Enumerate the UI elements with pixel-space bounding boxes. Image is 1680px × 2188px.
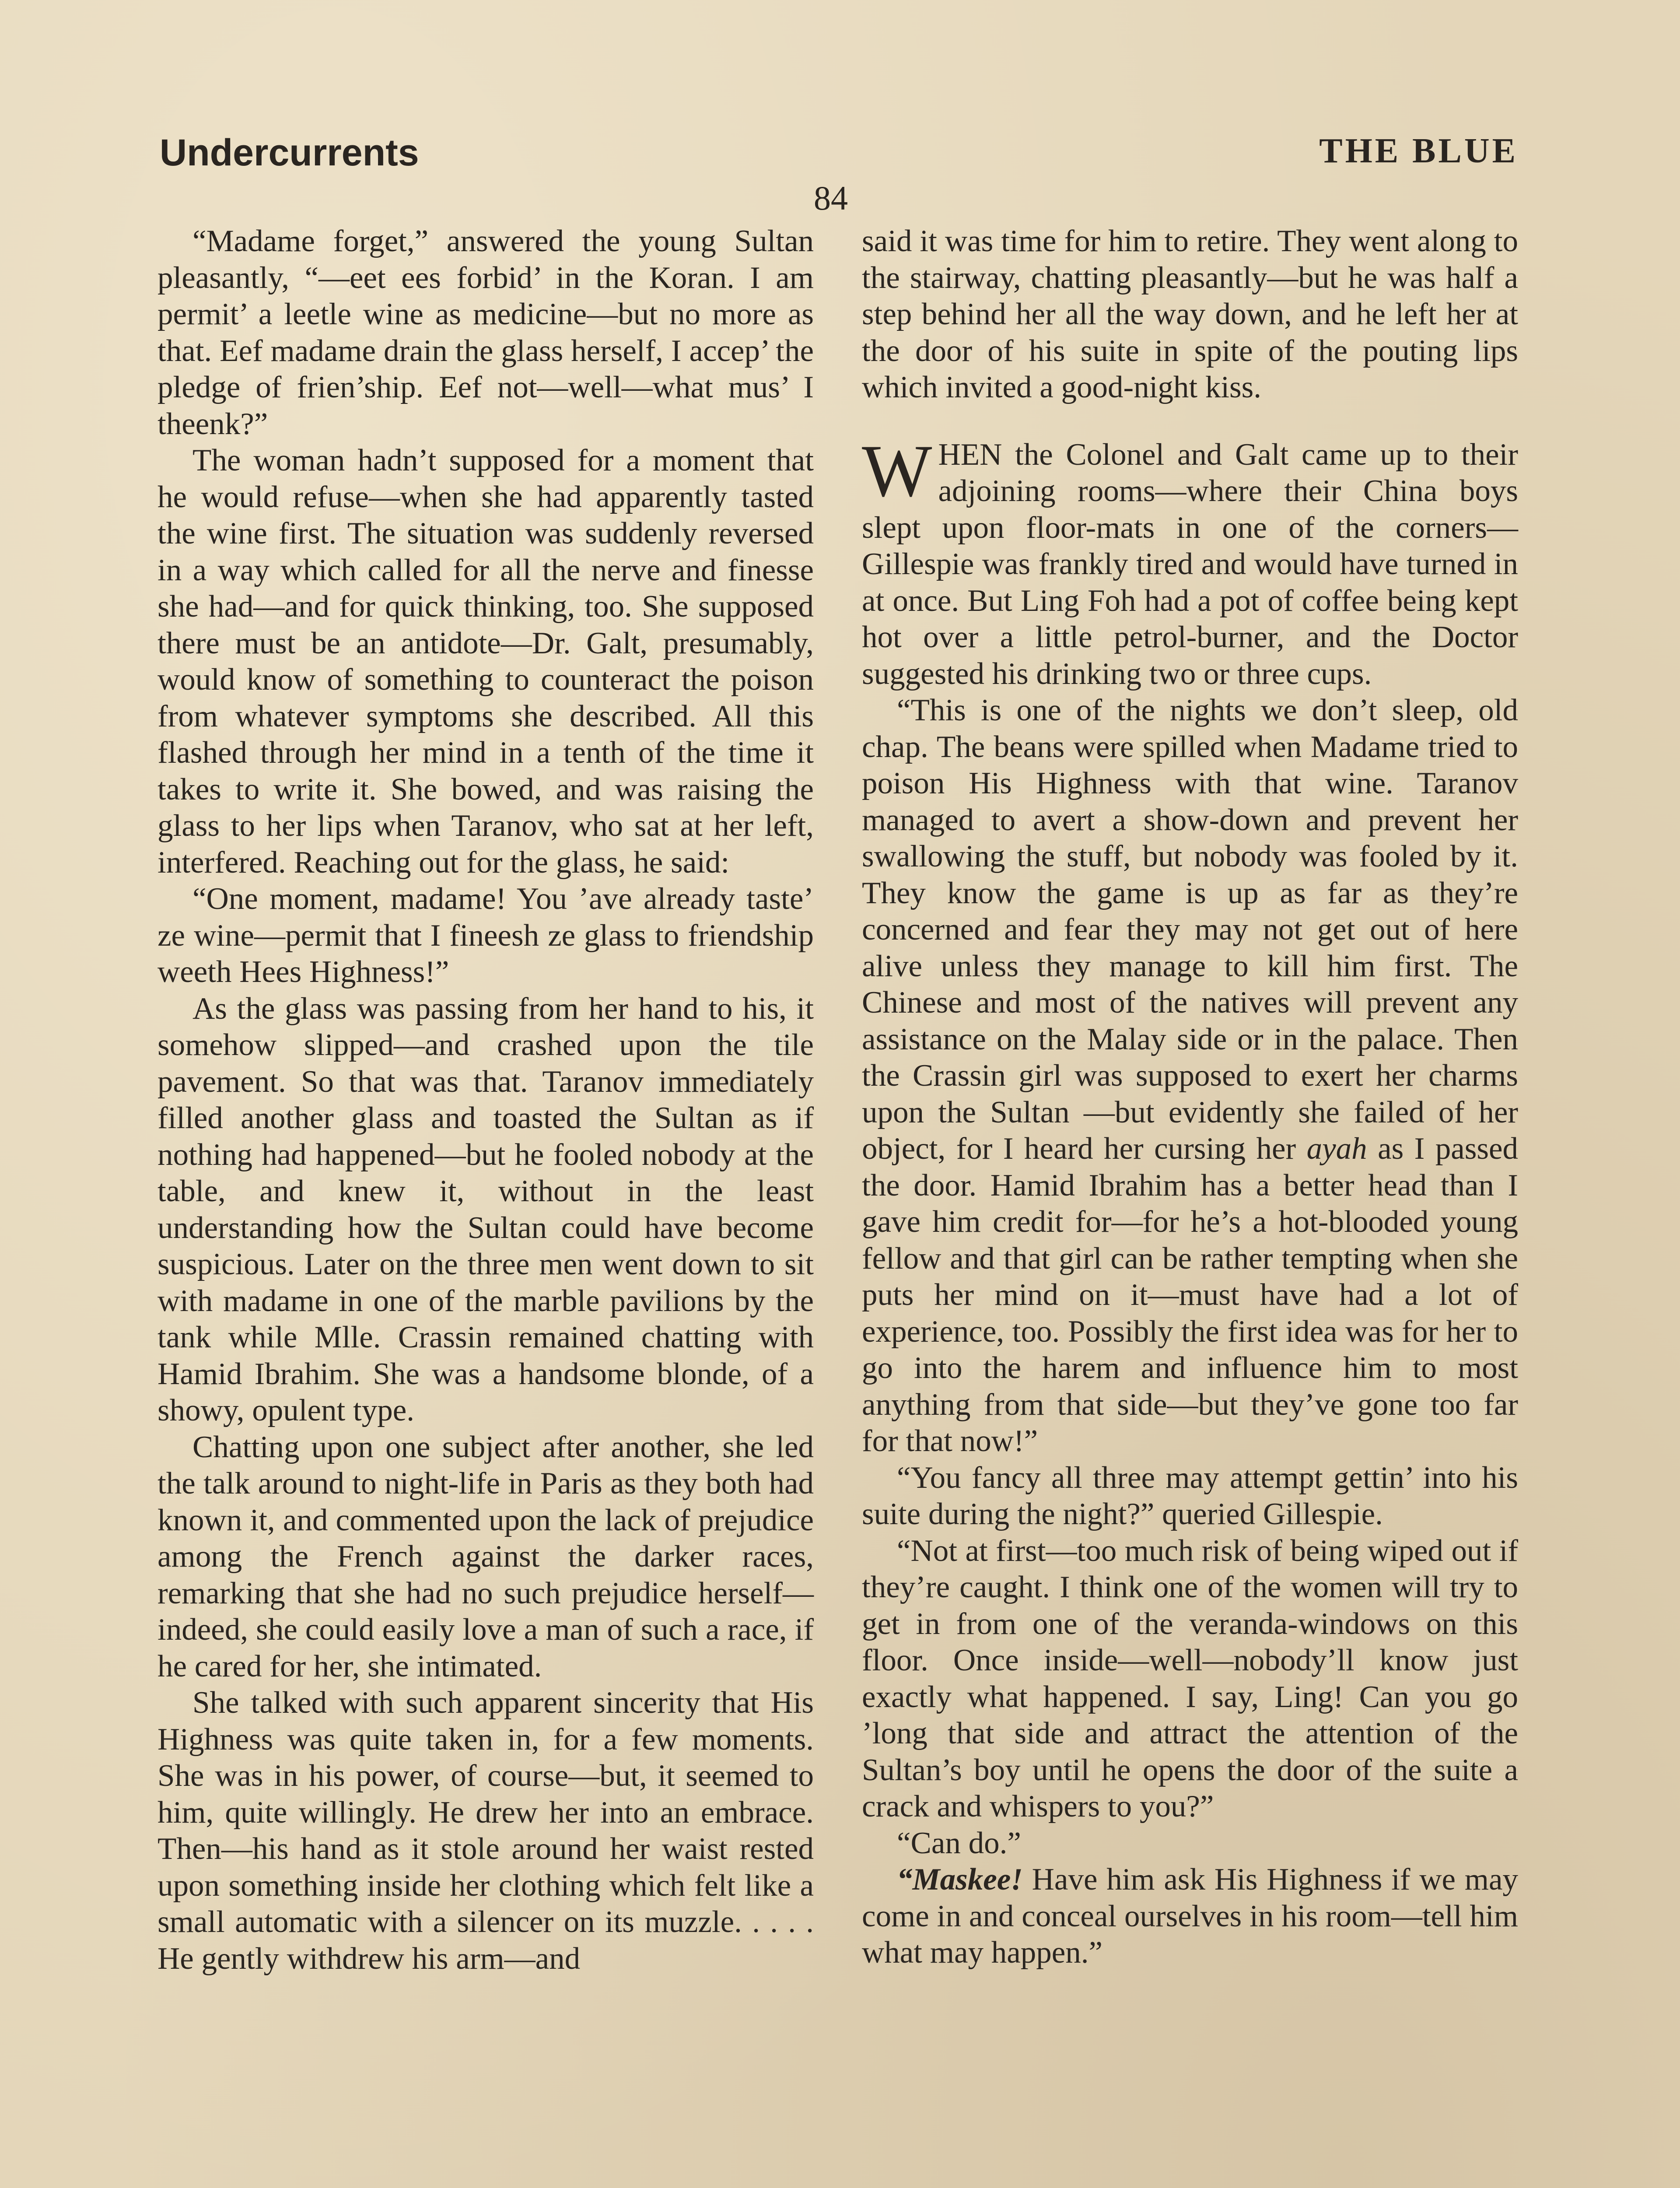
italic-word: “Maskee!: [897, 1862, 1023, 1897]
paragraph-text: “This is one of the nights we don’t sleep, old chap. The beans were spilled when Madame tried to poison His Highness with that wine. Taranov managed to avert a show-down and prevent her swallowing the stuff, but nobody was fooled by it. They know the game is up as far as they’re concerned and fear they may not get out of here alive unless they manage to kill him first. The Chinese and most of the natives will prevent any assistance on the Malay side or in the palace. Then the Crassin girl was supposed to exert her charms upon the Sultan —but evidently she failed of her object, for I heard her cursing her: [862, 693, 1518, 1166]
section-opening-paragraph: [862, 429, 1518, 693]
section-break: [862, 406, 1518, 437]
paragraph: “Can do.”: [897, 1826, 1021, 1860]
paragraph-text: Have him ask His Highness if we may come in and conceal ourselves in his room—tell him what may happen.”: [862, 1862, 1518, 1970]
paragraph: “One moment, madame! You ’ave already taste’ ze wine—permit that I fineesh ze glass to friendship weeth Hees Highness!”: [158, 882, 814, 989]
left-column: [158, 223, 814, 1977]
paragraph: As the glass was passing from her hand to his, it somehow slipped—and crashed upon the tile pavement. So that was that. Taranov immediately filled another glass and toasted the Sultan as if nothing had happened—but he fooled nobody at the table, and knew it, without in the least understanding how the Sultan could have become suspicious. Later on the three men went down to sit with madame in one of the marble pavilions by the tank while Mlle. Crassin remained chatting with Hamid Ibrahim. She was a handsome blonde, of a showy, opulent type.: [158, 991, 814, 1427]
running-header-magazine: THE BLUE: [1319, 132, 1518, 170]
paragraph: “You fancy all three may attempt gettin’ into his suite during the night?” queried Gillespie.: [862, 1460, 1518, 1531]
paragraph: “Madame forget,” answered the young Sultan pleasantly, “—eet ees forbid’ in the Koran. I am permit’ a leetle wine as medicine—but no more as that. Eef madame drain the glass herself, I accep’ the pledge of frien’ship. Eef not—well—what mus’ I theenk?”: [158, 224, 814, 441]
paragraph: [862, 1862, 1518, 1971]
page-number: 84: [814, 179, 848, 217]
continued-paragraph: said it was time for him to retire. They went along to the stairway, chatting pleasantly—but he was half a step behind her all the way down, and he left her at the door of his suite in spite of the pouting lips which invited a good-night kiss.: [862, 224, 1518, 404]
paragraph: She talked with such apparent sincerity that His Highness was quite taken in, for a few moments. She was in his power, of course—but, it seemed to him, quite willingly. He drew her into an embrace. Then—his hand as it stole around her waist rested upon something inside her clothing which felt like a small automatic with a silencer on its muzzle. . . . . He gently withdrew his arm—and: [158, 1686, 814, 1976]
running-header-title: Undercurrents: [160, 132, 419, 174]
paragraph-text: as I passed the door. Hamid Ibrahim has a better head than I gave him credit for—for he’s a hot-blooded young fellow and that girl can be rather tempting when she puts her mind on it—must have had a lot of experience, too. Possibly the first idea was for her to go into the harem and influence him to most anything from that side—but they’ve gone too far for that now!”: [862, 1132, 1519, 1458]
paragraph: [862, 692, 1518, 1460]
drop-cap: W: [862, 429, 932, 512]
italic-word: ayah: [1306, 1132, 1367, 1166]
paragraph: Chatting upon one subject after another, she led the talk around to night-life in Paris as they both had known it, and commented upon the lack of prejudice among the French against the darker races, remarking that she had no such prejudice herself—indeed, she could easily love a man of such a race, if he cared for her, she intimated.: [158, 1430, 814, 1683]
paragraph: “Not at first—too much risk of being wiped out if they’re caught. I think one of the women will try to get in from one of the veranda-windows on this floor. Once inside—well—nobody’ll know just exactly what happened. I say, Ling! Can you go ’long that side and attract the attention of the Sultan’s boy until he opens the door of the suite a crack and whispers to you?”: [862, 1533, 1518, 1823]
right-column: [862, 223, 1518, 1971]
section-opening-text: HEN the Colonel and Galt came up to their adjoining rooms—where their China boys slept upon floor-mats in one of the corners—Gillespie was frankly tired and would have turned in at once. But Ling Foh had a pot of coffee being kept hot over a little petrol-burner, and the Doctor suggested his drinking two or three cups.: [862, 437, 1518, 691]
paragraph: The woman hadn’t supposed for a moment that he would refuse—when she had apparently tasted the wine first. The situation was suddenly reversed in a way which called for all the nerve and finesse she had—and for quick thinking, too. She supposed there must be an antidote—Dr. Galt, presumably, would know of something to counteract the poison from whatever symptoms she described. All this flashed through her mind in a tenth of the time it takes to write it. She bowed, and was raising the glass to her lips when Taranov, who sat at her left, interfered. Reaching out for the glass, he said:: [158, 443, 814, 880]
